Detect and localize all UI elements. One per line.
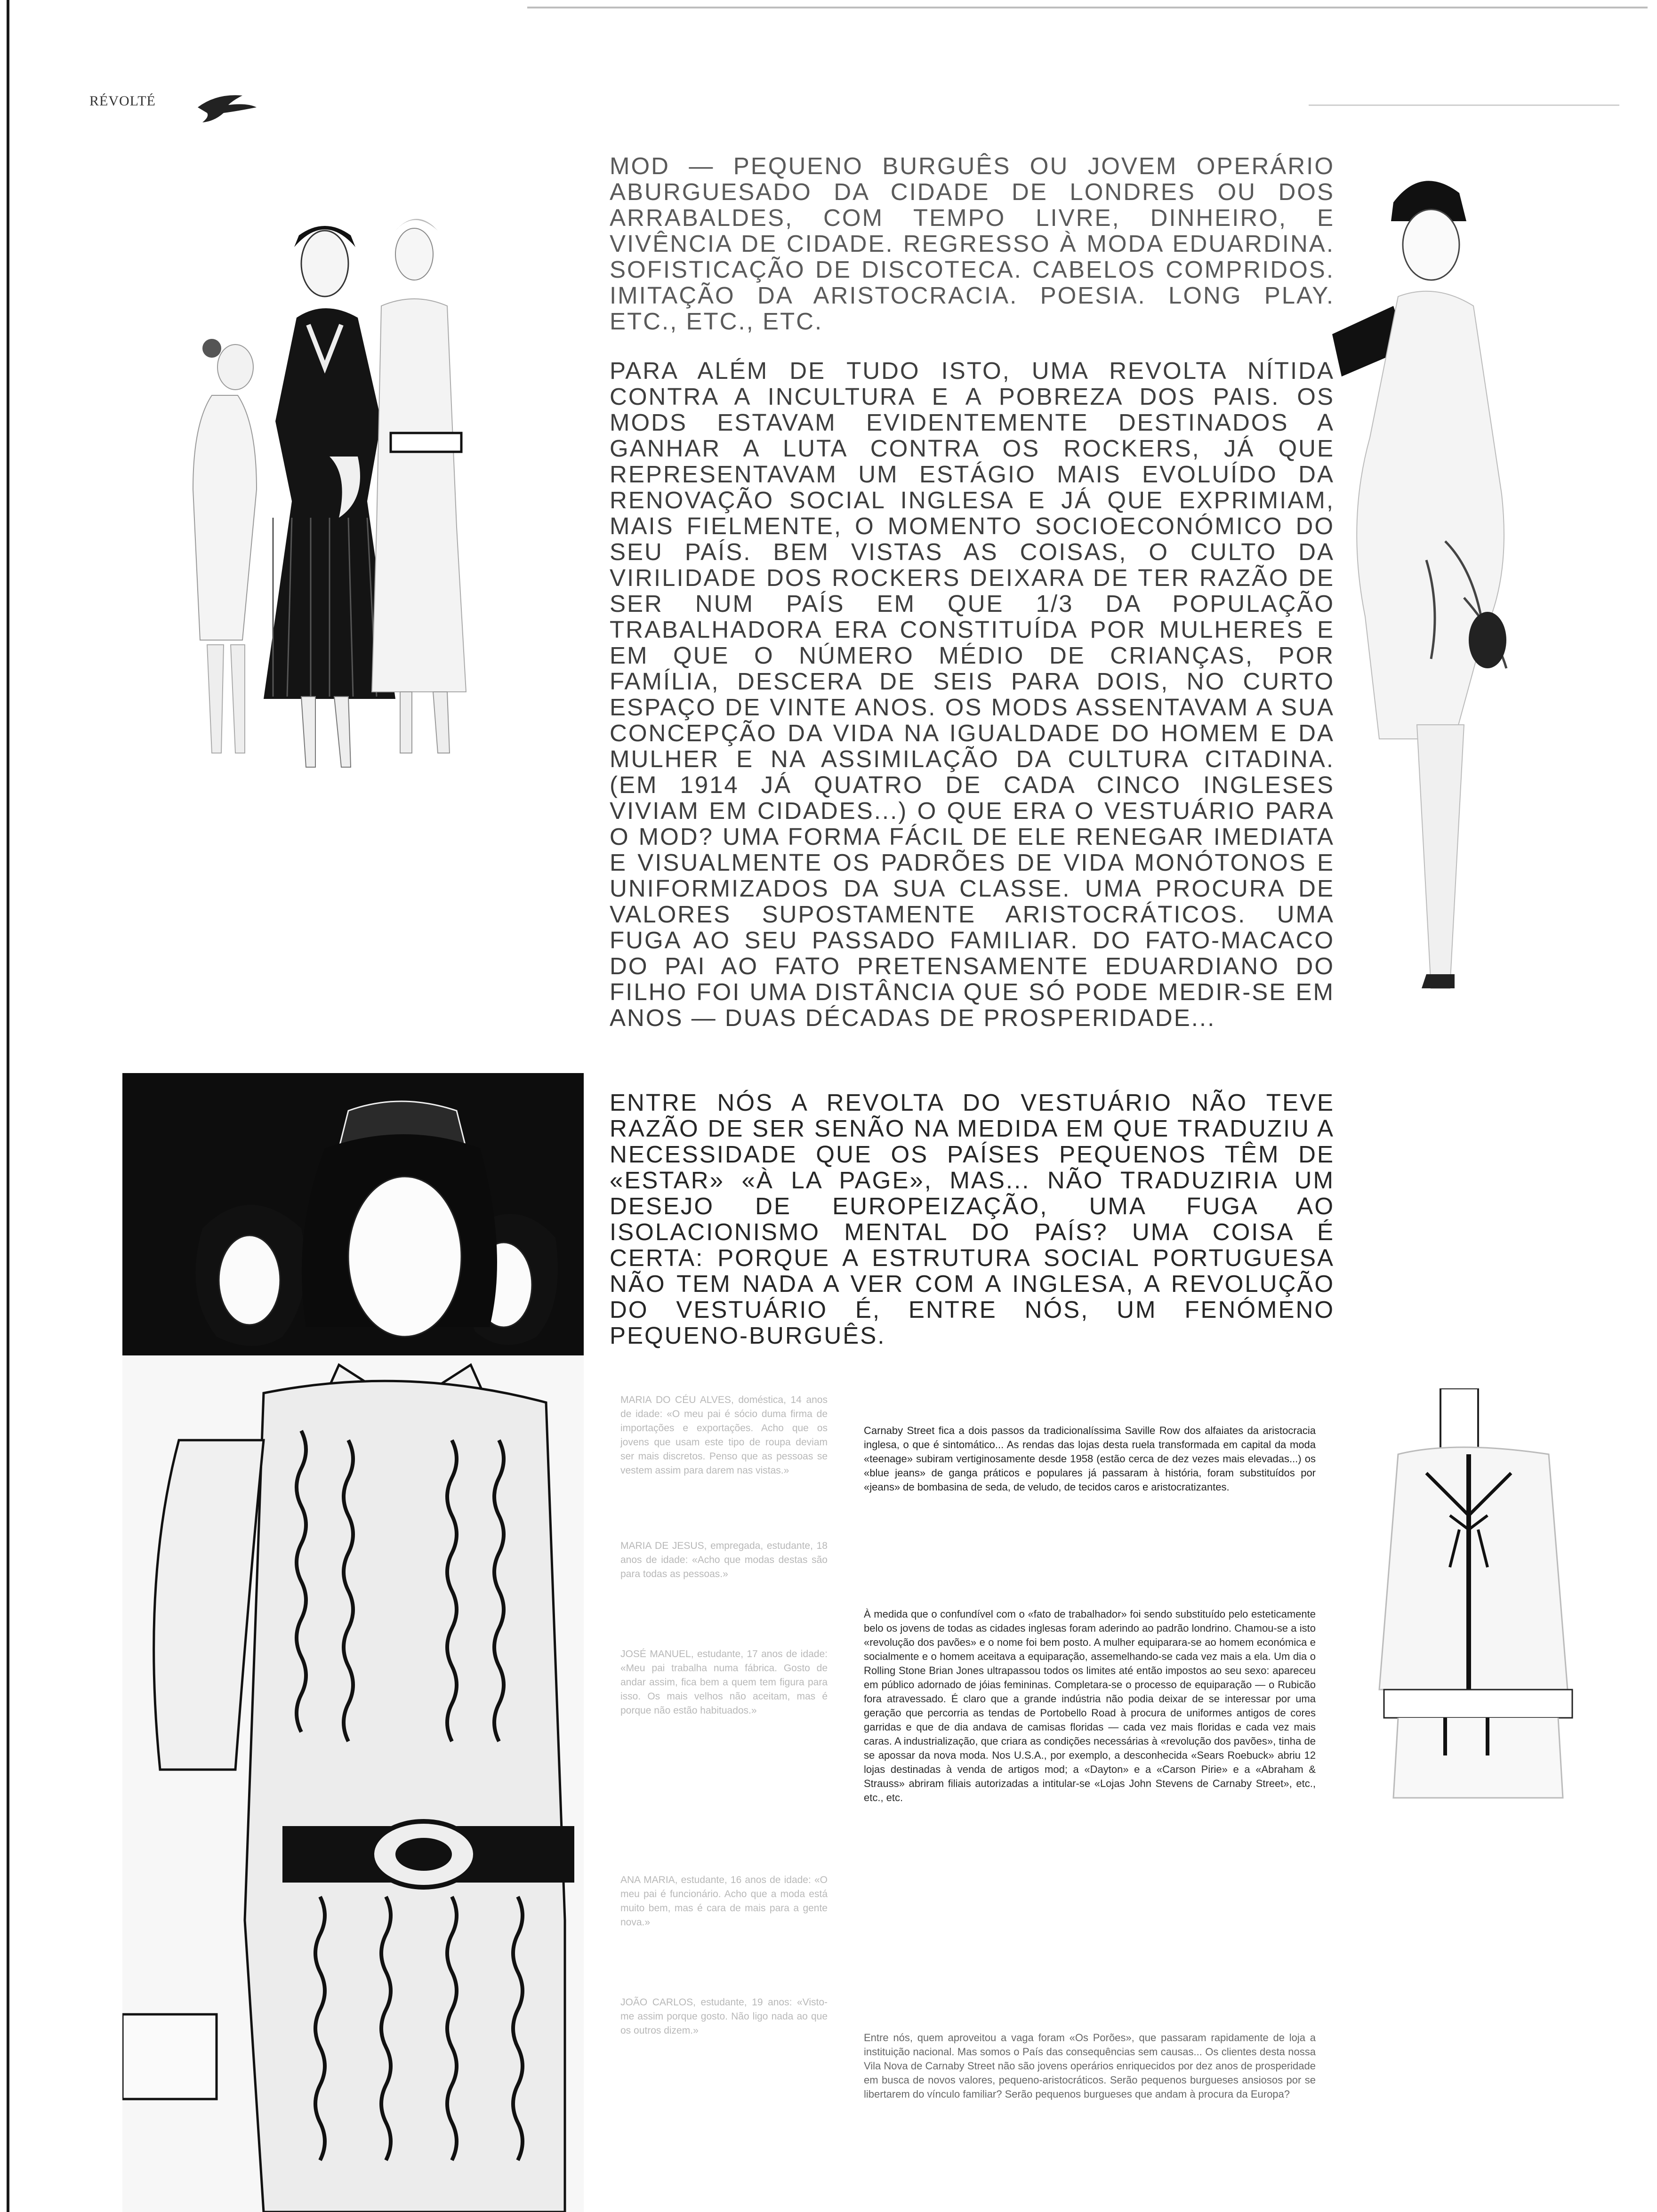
caption-interview-2: MARIA DE JESUS, empregada, estudante, 18 anos de idade: «Acho que modas destas são para todas as pessoas.» <box>620 1540 828 1579</box>
paragraph-mods-vs-rockers: PARA ALÉM DE TUDO ISTO, UMA REVOLTA NÍTIDA CONTRA A INCULTURA E A POBREZA DOS PAIS. OS MODS ESTAVAM EVIDENTEMENTE DESTINADOS A GANHAR A LUTA CONTRA OS ROCKERS, JÁ QUE REPRESENTAVAM UM ESTÁGIO MAIS EVOLUÍDO DA RENOVAÇÃO SOCIAL INGLESA E JÁ QUE EXPRIMIAM, MAIS FIELMENTE, O MOMENTO SOCIOECONÓMICO DO SEU PAÍS. BEM VISTAS AS COISAS, O CULTO DA VIRILIDADE DOS ROCKERS DEIXARA DE TER RAZÃO DE SER NUM PAÍS EM QUE 1/3 DA POPULAÇÃO TRABALHADORA ERA CONSTITUÍDA POR MULHERES E EM QUE O NÚMERO MÉDIO DE CRIANÇAS, POR FAMÍLIA, DESCERA DE SEIS PARA DOIS, NO CURTO ESPAÇO DE VINTE ANOS. OS MODS ASSENTAVAM A SUA CONCEPÇÃO DA VIDA NA IGUALDADE DO HOMEM E DA MULHER E NA ASSIMILAÇÃO DA CULTURA CITADINA. (EM 1914 JÁ QUATRO DE CADA CINCO INGLESES VIVIAM EM CIDADES...) O QUE ERA O VESTUÁRIO PARA O MOD? UMA FORMA FÁCIL DE ELE RENEGAR IMEDIATA E VISUALMENTE OS PADRÕES DE VIDA MONÓTONOS E UNIFORMIZADOS DA SUA CLASSE. UMA PROCURA DE VALORES SUPOSTAMENTE ARISTOCRÁTICOS. UMA FUGA AO SEU PASSADO FAMILIAR. DO FATO-MACACO DO PAI AO FATO PRETENSAMENTE EDUARDIANO DO FILHO FOI UMA DISTÂNCIA QUE SÓ PODE MEDIR-SE EM ANOS — DUAS DÉCADAS DE PROSPERIDADE... <box>610 357 1335 1031</box>
column-carnaby-street: Carnaby Street fica a dois passos da tradicionalíssima Saville Row dos alfaiates da aristocracia inglesa, o que é sintomático... As rendas das lojas desta ruela transformada em capital da moda «teenage» subiram vertiginosamente desde 1958 (estão cerca de dez vezes mais elevadas...) os «blue jeans» de ganga práticos e populares já passaram à história, foram substituídos por «jeans» de bombasina de seda, de veludo, de tecidos caros e aristocratizantes. <box>864 1425 1316 1493</box>
header-rule <box>1309 104 1619 106</box>
caption-interview-5: JOÃO CARLOS, estudante, 19 anos: «Visto-me assim porque gosto. Não ligo nada ao que os outros dizem.» <box>620 1997 828 2036</box>
bird-logo-icon <box>89 84 287 126</box>
caption-interview-3: JOSÉ MANUEL, estudante, 17 anos de idade: «Meu pai trabalha numa fábrica. Gosto de andar assim, fica bem a quem tem figura para isso. Os mais velhos não aceitam, mas é porque não estão habituados.» <box>620 1649 828 1716</box>
paragraph-mod-definition: MOD — PEQUENO BURGUÊS OU JOVEM OPERÁRIO ABURGUESADO DA CIDADE DE LONDRES OU DOS ARRABALDES, COM TEMPO LIVRE, DINHEIRO, E VIVÊNCIA DE CIDADE. REGRESSO À MODA EDUARDINA. SOFISTICAÇÃO DE DISCOTECA. CABELOS COMPRIDOS. IMITAÇÃO DA ARISTOCRACIA. POESIA. LONG PLAY. ETC., ETC., ETC. <box>610 152 1335 335</box>
column-revolucao-pavoes: À medida que o confundível com o «fato de trabalhador» foi sendo substituído pelo esteticamente belo os jovens de todas as cidades inglesas foram aderindo ao padrão londrino. Chamou-se a isto «revolução dos pavões» e o nome foi bem posto. A mulher equiparara-se ao homem económica e socialmente e o homem aceitava a equiparação, assemelhando-se cada vez mais a ela. Um dia o Rolling Stone Brian Jones ultrapassou todos os limites até então impostos ao seu sexo: apareceu em público adornado de jóias femininas. Completara-se o processo de equiparação — o Rubicão fora atravessado. É claro que a grande indústria não podia deixar de se interessar por uma geração que percorria as tendas de Portobello Road à procura de uniformes antigos de cores garridas e que de dia andava de camisas floridas — cada vez mais floridas e cada vez mais caras. A industrialização, que criara as condições necessárias à «revolução dos pavões», tinha de se apossar da nova moda. Nos U.S.A., por exemplo, a desconhecida «Sears Roebuck» abriu 12 lojas destinadas à venda de artigos mod; a «Dayton» e a «Carson Pirie» e a «Abraham & Strauss» abriram filiais autorizadas a intitular-se «Lojas John Stevens de Carnaby Street», etc., etc., etc. <box>864 1608 1316 1803</box>
left-margin-rule <box>7 0 9 2212</box>
illustration-woman-with-hat <box>1313 174 1558 1017</box>
column-entre-nos: Entre nós, quem aproveitou a vaga foram «Os Porões», que passaram rapidamente de loja a instituição nacional. Mas somos o País das consequências sem causas... Os clientes desta nossa Vila Nova de Carnaby Street não são jovens operários enriquecidos por dez anos de prosperidade em busca de novos valores, pequeno-aristocráticos. Serão pequenos burgueses ansiosos por se libertarem do vínculo familiar? Serão pequenos burgueses que andam à procura da Europa? <box>864 2032 1316 2100</box>
paragraph-portugal-revolution: ENTRE NÓS A REVOLTA DO VESTUÁRIO NÃO TEVE RAZÃO DE SER SENÃO NA MEDIDA EM QUE TRADUZIU A NECESSIDADE QUE OS PAÍSES PEQUENOS TÊM DE «ESTAR» «À LA PAGE», MAS... NÃO TRADUZIRIA UM DESEJO DE EUROPEIZAÇÃO, UMA FUGA AO ISOLACIONISMO MENTAL DO PAÍS? UMA COISA É CERTA: PORQUE A ESTRUTURA SOCIAL PORTUGUESA NÃO TEM NADA A VER COM A INGLESA, A REVOLUÇÃO DO VESTUÁRIO É, ENTRE NÓS, UM FENÓMENO PEQUENO-BURGUÊS. <box>610 1089 1335 1349</box>
illustration-three-women <box>179 212 485 791</box>
masthead-logo <box>89 84 287 126</box>
caption-interview-1: MARIA DO CÉU ALVES, doméstica, 14 anos de idade: «O meu pai é sócio duma firma de importações e exportações. Acho que os jovens que usam este tipo de roupa deviam ser mais discretos. Penso que as pessoas se vestem assim para darem nas vistas.» <box>620 1395 828 1476</box>
masthead-text: RÉVOLTÉ <box>89 93 156 109</box>
illustration-white-jacket <box>1370 1388 1582 1807</box>
top-rule <box>527 7 1648 8</box>
illustration-mod-man <box>122 1073 584 2212</box>
caption-interview-4: ANA MARIA, estudante, 16 anos de idade: «O meu pai é funcionário. Acho que a moda está muito bem, mas é cara de mais para a gente nova.» <box>620 1875 828 1928</box>
